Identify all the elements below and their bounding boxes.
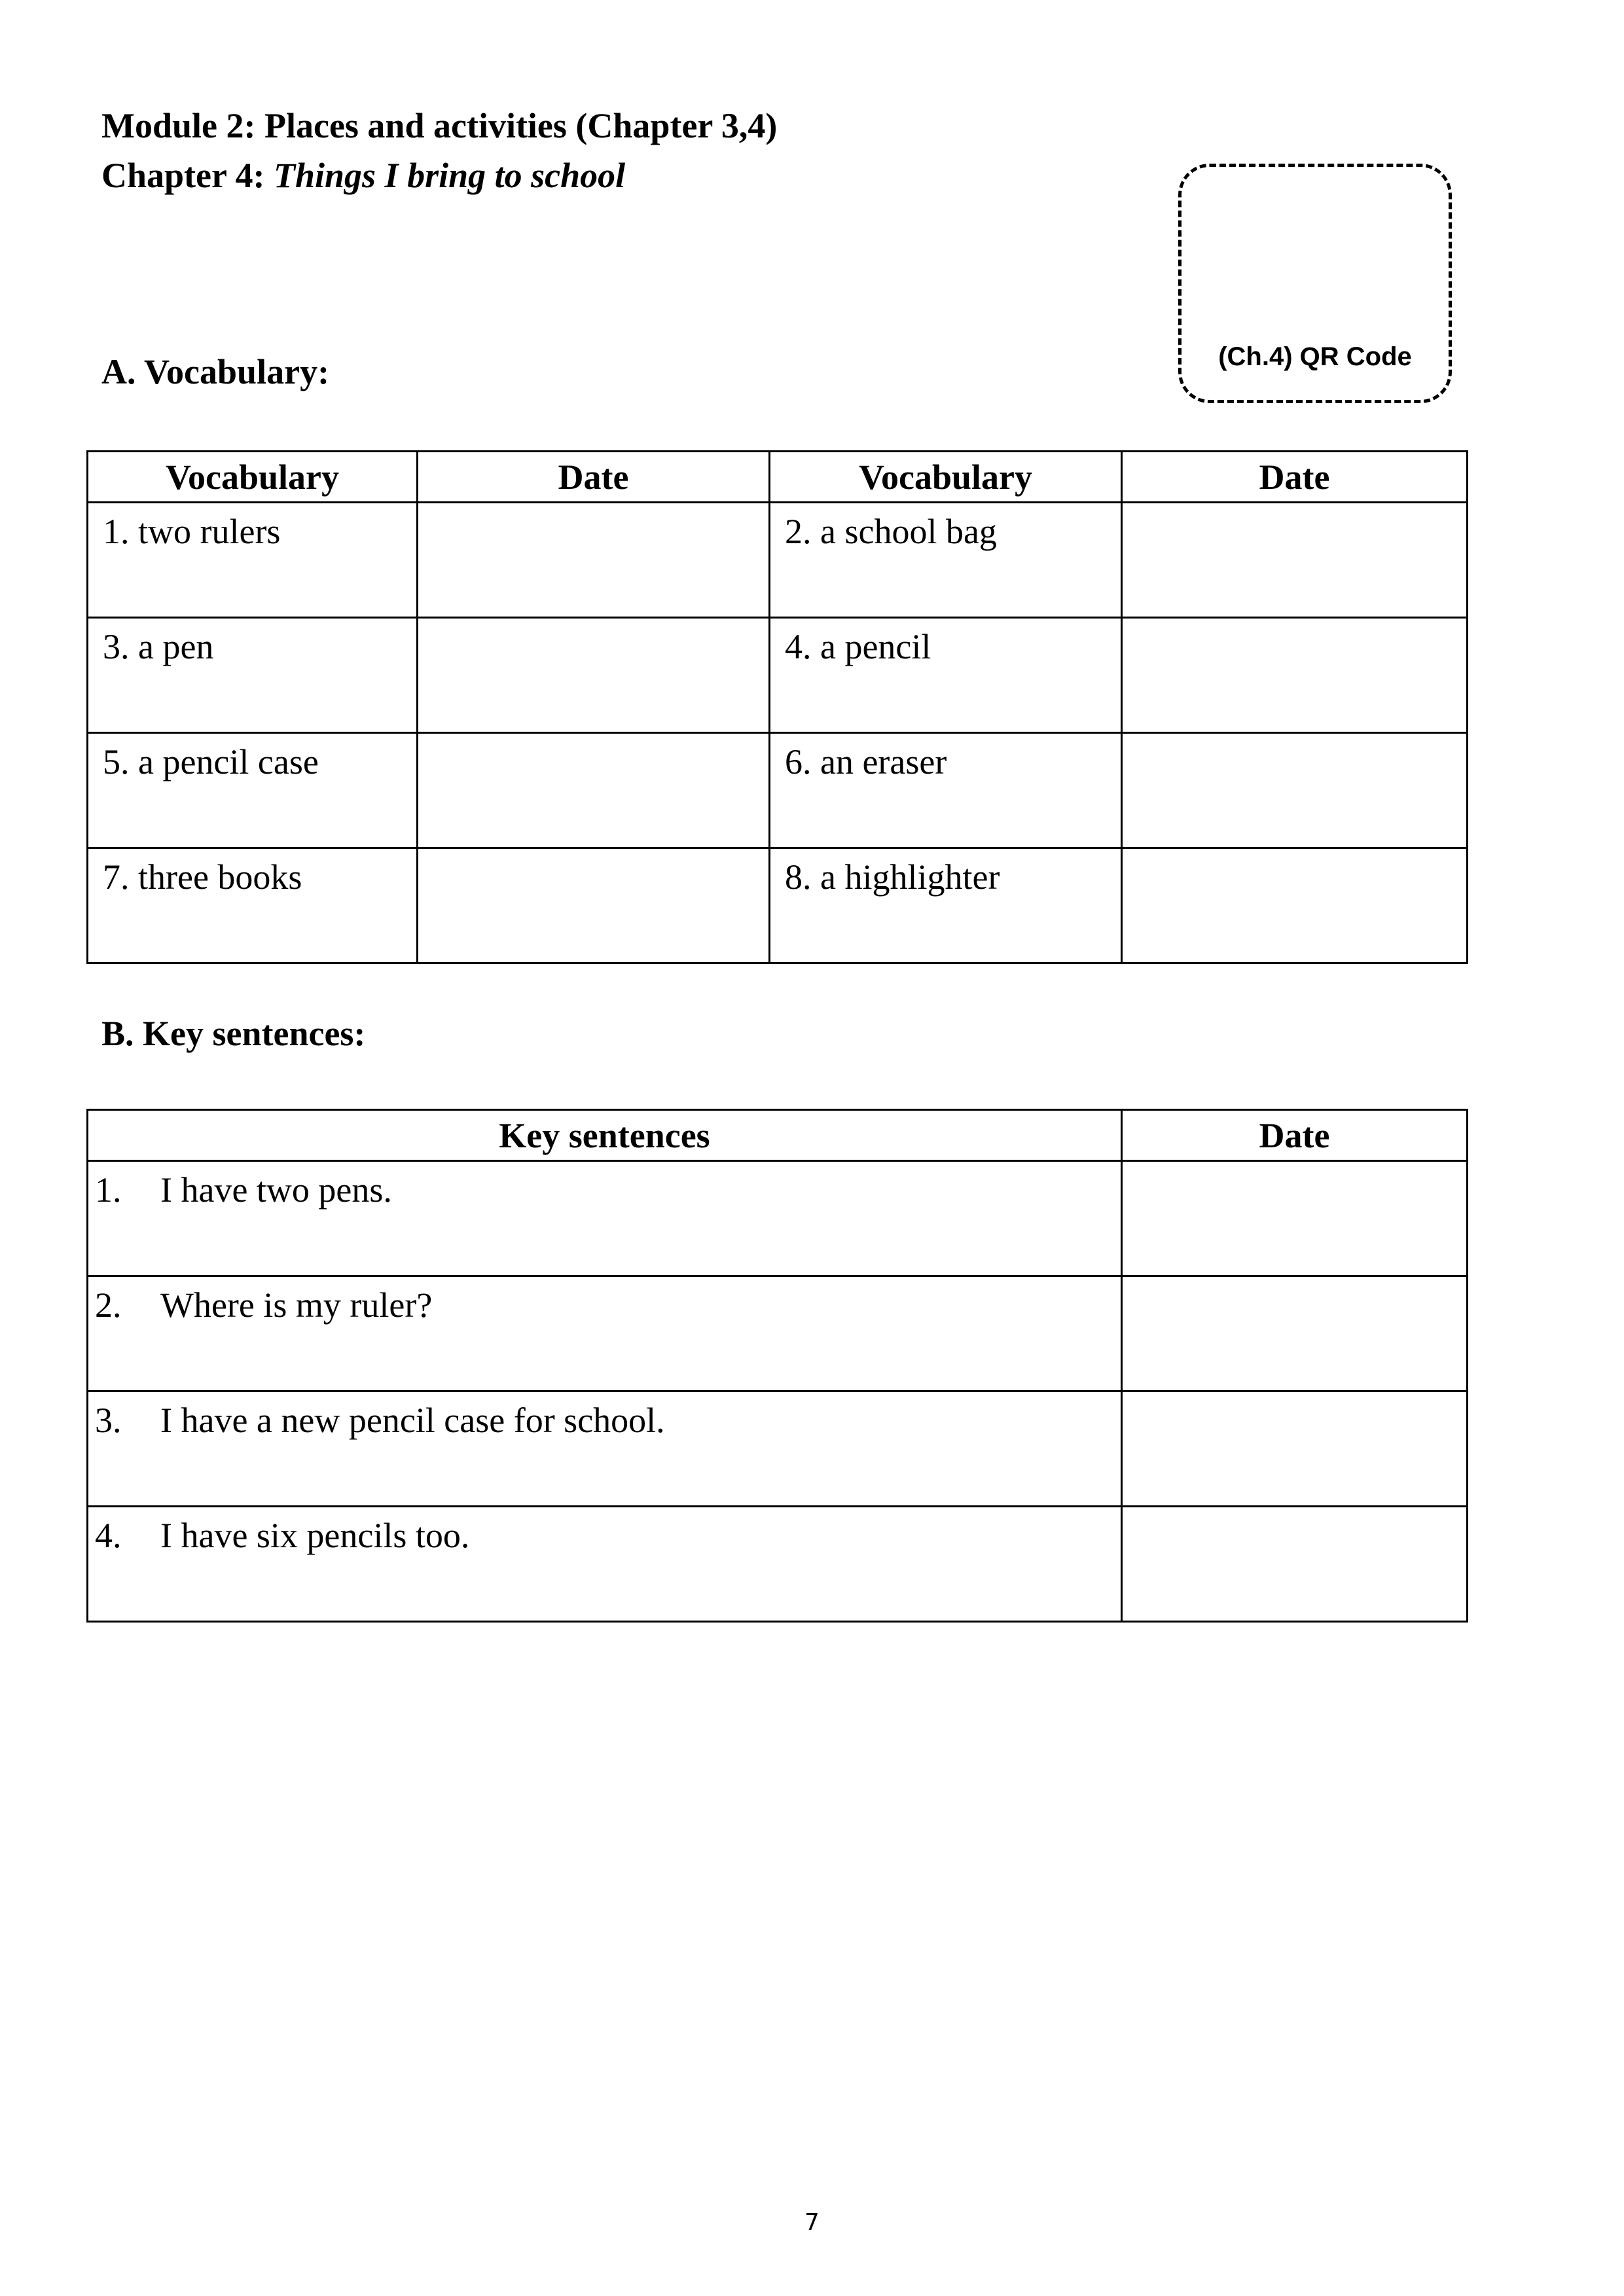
date-cell[interactable]: [1122, 733, 1468, 848]
module-title: Module 2: Places and activities (Chapter 3,4): [101, 106, 778, 145]
date-cell[interactable]: [418, 733, 770, 848]
vocabulary-header-row: [88, 452, 1468, 503]
vocabulary-cell: 2. a school bag: [770, 503, 1122, 618]
sentence-cell: [88, 1391, 1122, 1507]
chapter-label: Chapter 4:: [101, 156, 265, 195]
date-column-header: Date: [1122, 452, 1468, 503]
table-row: [88, 503, 1468, 618]
vocabulary-column-header: Vocabulary: [88, 452, 418, 503]
date-cell[interactable]: [1122, 1276, 1468, 1391]
vocabulary-column-header: Vocabulary: [770, 452, 1122, 503]
table-row: [88, 848, 1468, 963]
vocabulary-cell: 4. a pencil: [770, 618, 1122, 733]
table-row: [88, 1507, 1468, 1622]
sentence-text: Where is my ruler?: [160, 1285, 433, 1325]
sentence-text: I have six pencils too.: [160, 1516, 470, 1555]
sentence-number: 1.: [95, 1170, 122, 1210]
table-row: [88, 733, 1468, 848]
table-row: [88, 1276, 1468, 1391]
date-cell[interactable]: [1122, 503, 1468, 618]
date-cell[interactable]: [1122, 1507, 1468, 1622]
vocabulary-cell: 7. three books: [88, 848, 418, 963]
qr-code-label: (Ch.4) QR Code: [1218, 342, 1412, 371]
sentence-cell: [88, 1161, 1122, 1276]
sentence-cell: [88, 1276, 1122, 1391]
vocabulary-cell: 6. an eraser: [770, 733, 1122, 848]
table-row: [88, 1391, 1468, 1507]
vocabulary-cell: 1. two rulers: [88, 503, 418, 618]
vocabulary-table: [86, 450, 1468, 964]
date-column-header: Date: [418, 452, 770, 503]
key-sentences-table: [86, 1109, 1468, 1623]
date-cell[interactable]: [1122, 1391, 1468, 1507]
key-sentences-heading: B. Key sentences:: [101, 1014, 366, 1053]
key-sentences-header-row: [88, 1110, 1468, 1161]
chapter-title: [101, 154, 625, 197]
sentence-number: 3.: [95, 1401, 122, 1440]
key-sentences-column-header: Key sentences: [88, 1110, 1122, 1161]
date-cell[interactable]: [1122, 848, 1468, 963]
sentence-text: I have a new pencil case for school.: [160, 1401, 665, 1440]
chapter-subtitle: Things I bring to school: [274, 156, 626, 195]
sentence-cell: [88, 1507, 1122, 1622]
date-cell[interactable]: [418, 618, 770, 733]
sentence-text: I have two pens.: [160, 1170, 392, 1210]
table-row: [88, 618, 1468, 733]
vocabulary-cell: 5. a pencil case: [88, 733, 418, 848]
date-cell[interactable]: [1122, 618, 1468, 733]
date-cell[interactable]: [418, 848, 770, 963]
date-cell[interactable]: [418, 503, 770, 618]
vocabulary-cell: 8. a highlighter: [770, 848, 1122, 963]
vocabulary-heading: A. Vocabulary:: [101, 352, 330, 391]
date-cell[interactable]: [1122, 1161, 1468, 1276]
page-number: 7: [804, 2209, 820, 2236]
date-column-header: Date: [1122, 1110, 1468, 1161]
qr-code-placeholder: [1178, 164, 1452, 403]
sentence-number: 4.: [95, 1516, 122, 1555]
vocabulary-cell: 3. a pen: [88, 618, 418, 733]
sentence-number: 2.: [95, 1285, 122, 1325]
table-row: [88, 1161, 1468, 1276]
